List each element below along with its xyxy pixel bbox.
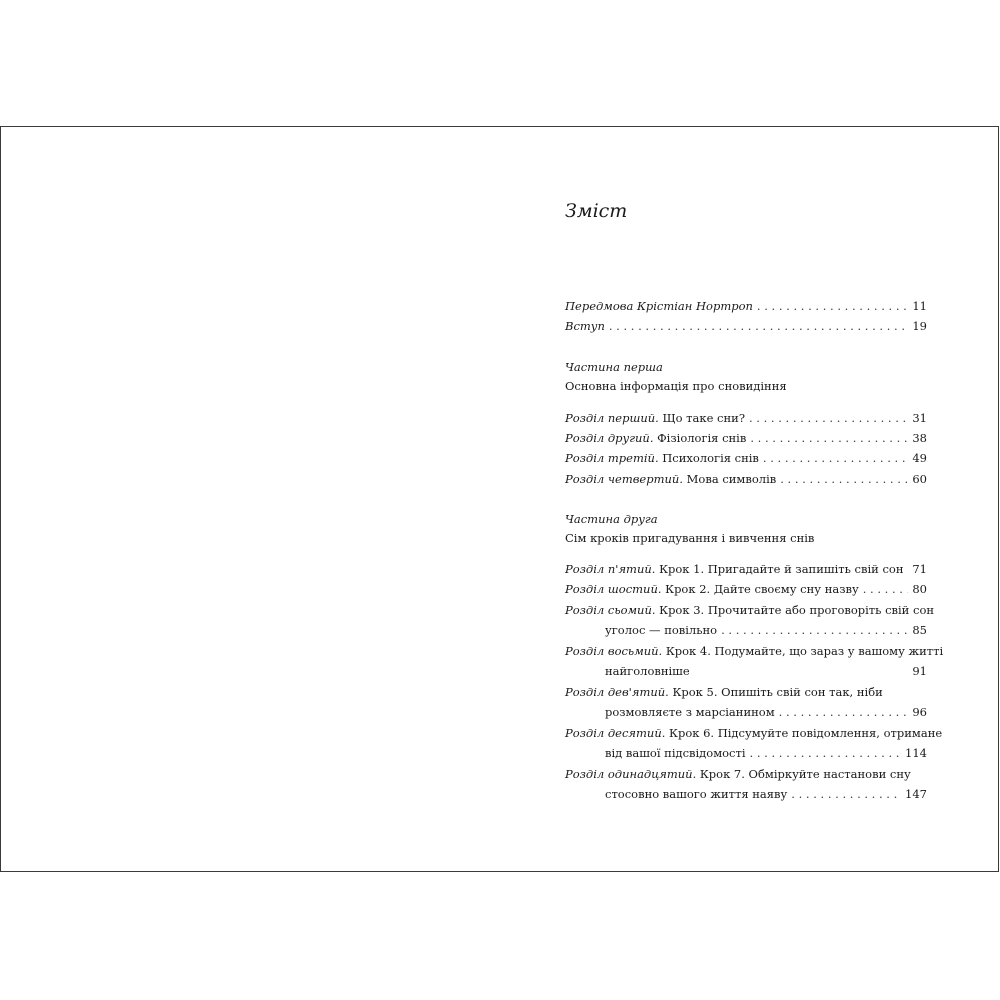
entry-label: Вступ bbox=[565, 319, 605, 333]
toc-entry bbox=[565, 581, 927, 597]
toc-entry-foreword bbox=[565, 298, 927, 314]
leader-dots bbox=[750, 745, 902, 761]
page-number: 91 bbox=[912, 664, 927, 678]
toc-entry-line1 bbox=[565, 602, 934, 618]
page-number: 85 bbox=[912, 623, 927, 637]
leader-dots bbox=[791, 786, 901, 802]
leader-dots bbox=[721, 622, 908, 638]
page-number: 19 bbox=[912, 319, 927, 333]
toc-entry bbox=[565, 430, 927, 446]
chapter-title-cont: від вашої підсвідомості bbox=[605, 746, 746, 760]
leader-dots bbox=[779, 704, 909, 720]
toc-entry-line2 bbox=[605, 622, 927, 638]
chapter-title: Крок 6. Підсумуйте повідомлення, отримане bbox=[665, 726, 943, 740]
chapter-label: Розділ восьмий. bbox=[565, 644, 663, 658]
toc-entry-line2 bbox=[605, 663, 927, 679]
leader-dots bbox=[757, 298, 908, 314]
chapter-title: Крок 4. Подумайте, що зараз у вашому житті bbox=[662, 644, 944, 658]
chapter-title: Що таке сни? bbox=[658, 411, 745, 425]
leader-dots bbox=[749, 410, 908, 426]
page-number: 114 bbox=[905, 746, 927, 760]
page-number: 147 bbox=[905, 787, 927, 801]
chapter-title: Крок 7. Обміркуйте настанови сну bbox=[696, 767, 911, 781]
page-number: 71 bbox=[912, 562, 927, 576]
chapter-label: Розділ третій. bbox=[565, 451, 659, 465]
toc-entry bbox=[565, 410, 927, 426]
chapter-label: Розділ перший. bbox=[565, 411, 659, 425]
leader-dots bbox=[907, 561, 908, 577]
toc-entry bbox=[565, 450, 927, 466]
toc-entry-line2 bbox=[605, 745, 927, 761]
chapter-label: Розділ дев'ятий. bbox=[565, 685, 669, 699]
chapter-title-cont: уголос — повільно bbox=[605, 623, 718, 637]
chapter-title: Мова символів bbox=[682, 472, 777, 486]
toc-title: Зміст bbox=[565, 200, 628, 222]
chapter-title: Крок 1. Пригадайте й запишіть свій сон bbox=[655, 562, 904, 576]
toc-entry bbox=[565, 471, 927, 487]
page-number: 38 bbox=[912, 431, 927, 445]
chapter-title: Крок 5. Опишіть свій сон так, ніби bbox=[668, 685, 883, 699]
chapter-title: Фізіологія снів bbox=[653, 431, 747, 445]
toc-entry-line1 bbox=[565, 643, 943, 659]
chapter-label: Розділ другий. bbox=[565, 431, 654, 445]
part-2-label: Частина друга bbox=[565, 512, 658, 526]
toc-entry-line2 bbox=[605, 704, 927, 720]
chapter-label: Розділ шостий. bbox=[565, 582, 662, 596]
chapter-title: Психологія снів bbox=[658, 451, 759, 465]
leader-dots bbox=[750, 430, 908, 446]
page-number: 11 bbox=[912, 299, 927, 313]
chapter-title-cont: стосовно вашого життя наяву bbox=[605, 787, 788, 801]
chapter-title-cont: розмовляєте з марсіанином bbox=[605, 705, 775, 719]
chapter-label: Розділ десятий. bbox=[565, 726, 666, 740]
page-number: 49 bbox=[912, 451, 927, 465]
leader-dots bbox=[863, 581, 909, 597]
toc-entry bbox=[565, 561, 927, 577]
leader-dots bbox=[780, 471, 908, 487]
chapter-label: Розділ п'ятий. bbox=[565, 562, 656, 576]
chapter-label: Розділ четвертий. bbox=[565, 472, 683, 486]
page-number: 96 bbox=[912, 705, 927, 719]
chapter-label: Розділ одинадцятий. bbox=[565, 767, 697, 781]
page-number: 60 bbox=[912, 472, 927, 486]
part-1-title: Основна інформація про сновидіння bbox=[565, 379, 787, 393]
chapter-title: Крок 2. Дайте своєму сну назву bbox=[661, 582, 859, 596]
chapter-title: Крок 3. Прочитайте або проговоріть свій сон bbox=[655, 603, 935, 617]
toc-entry-intro bbox=[565, 318, 927, 334]
toc-entry-line2 bbox=[605, 786, 927, 802]
part-2-title: Сім кроків пригадування і вивчення снів bbox=[565, 531, 815, 545]
chapter-title-cont: найголовніше bbox=[605, 664, 690, 678]
toc-entry-line1 bbox=[565, 684, 883, 700]
page-number: 31 bbox=[912, 411, 927, 425]
chapter-label: Розділ сьомий. bbox=[565, 603, 656, 617]
page-number: 80 bbox=[912, 582, 927, 596]
part-1-label: Частина перша bbox=[565, 360, 663, 374]
toc-entry-line1 bbox=[565, 766, 911, 782]
leader-dots bbox=[763, 450, 908, 466]
entry-label: Передмова Крістіан Нортроп bbox=[565, 299, 753, 313]
toc-entry-line1 bbox=[565, 725, 942, 741]
leader-dots bbox=[609, 318, 908, 334]
